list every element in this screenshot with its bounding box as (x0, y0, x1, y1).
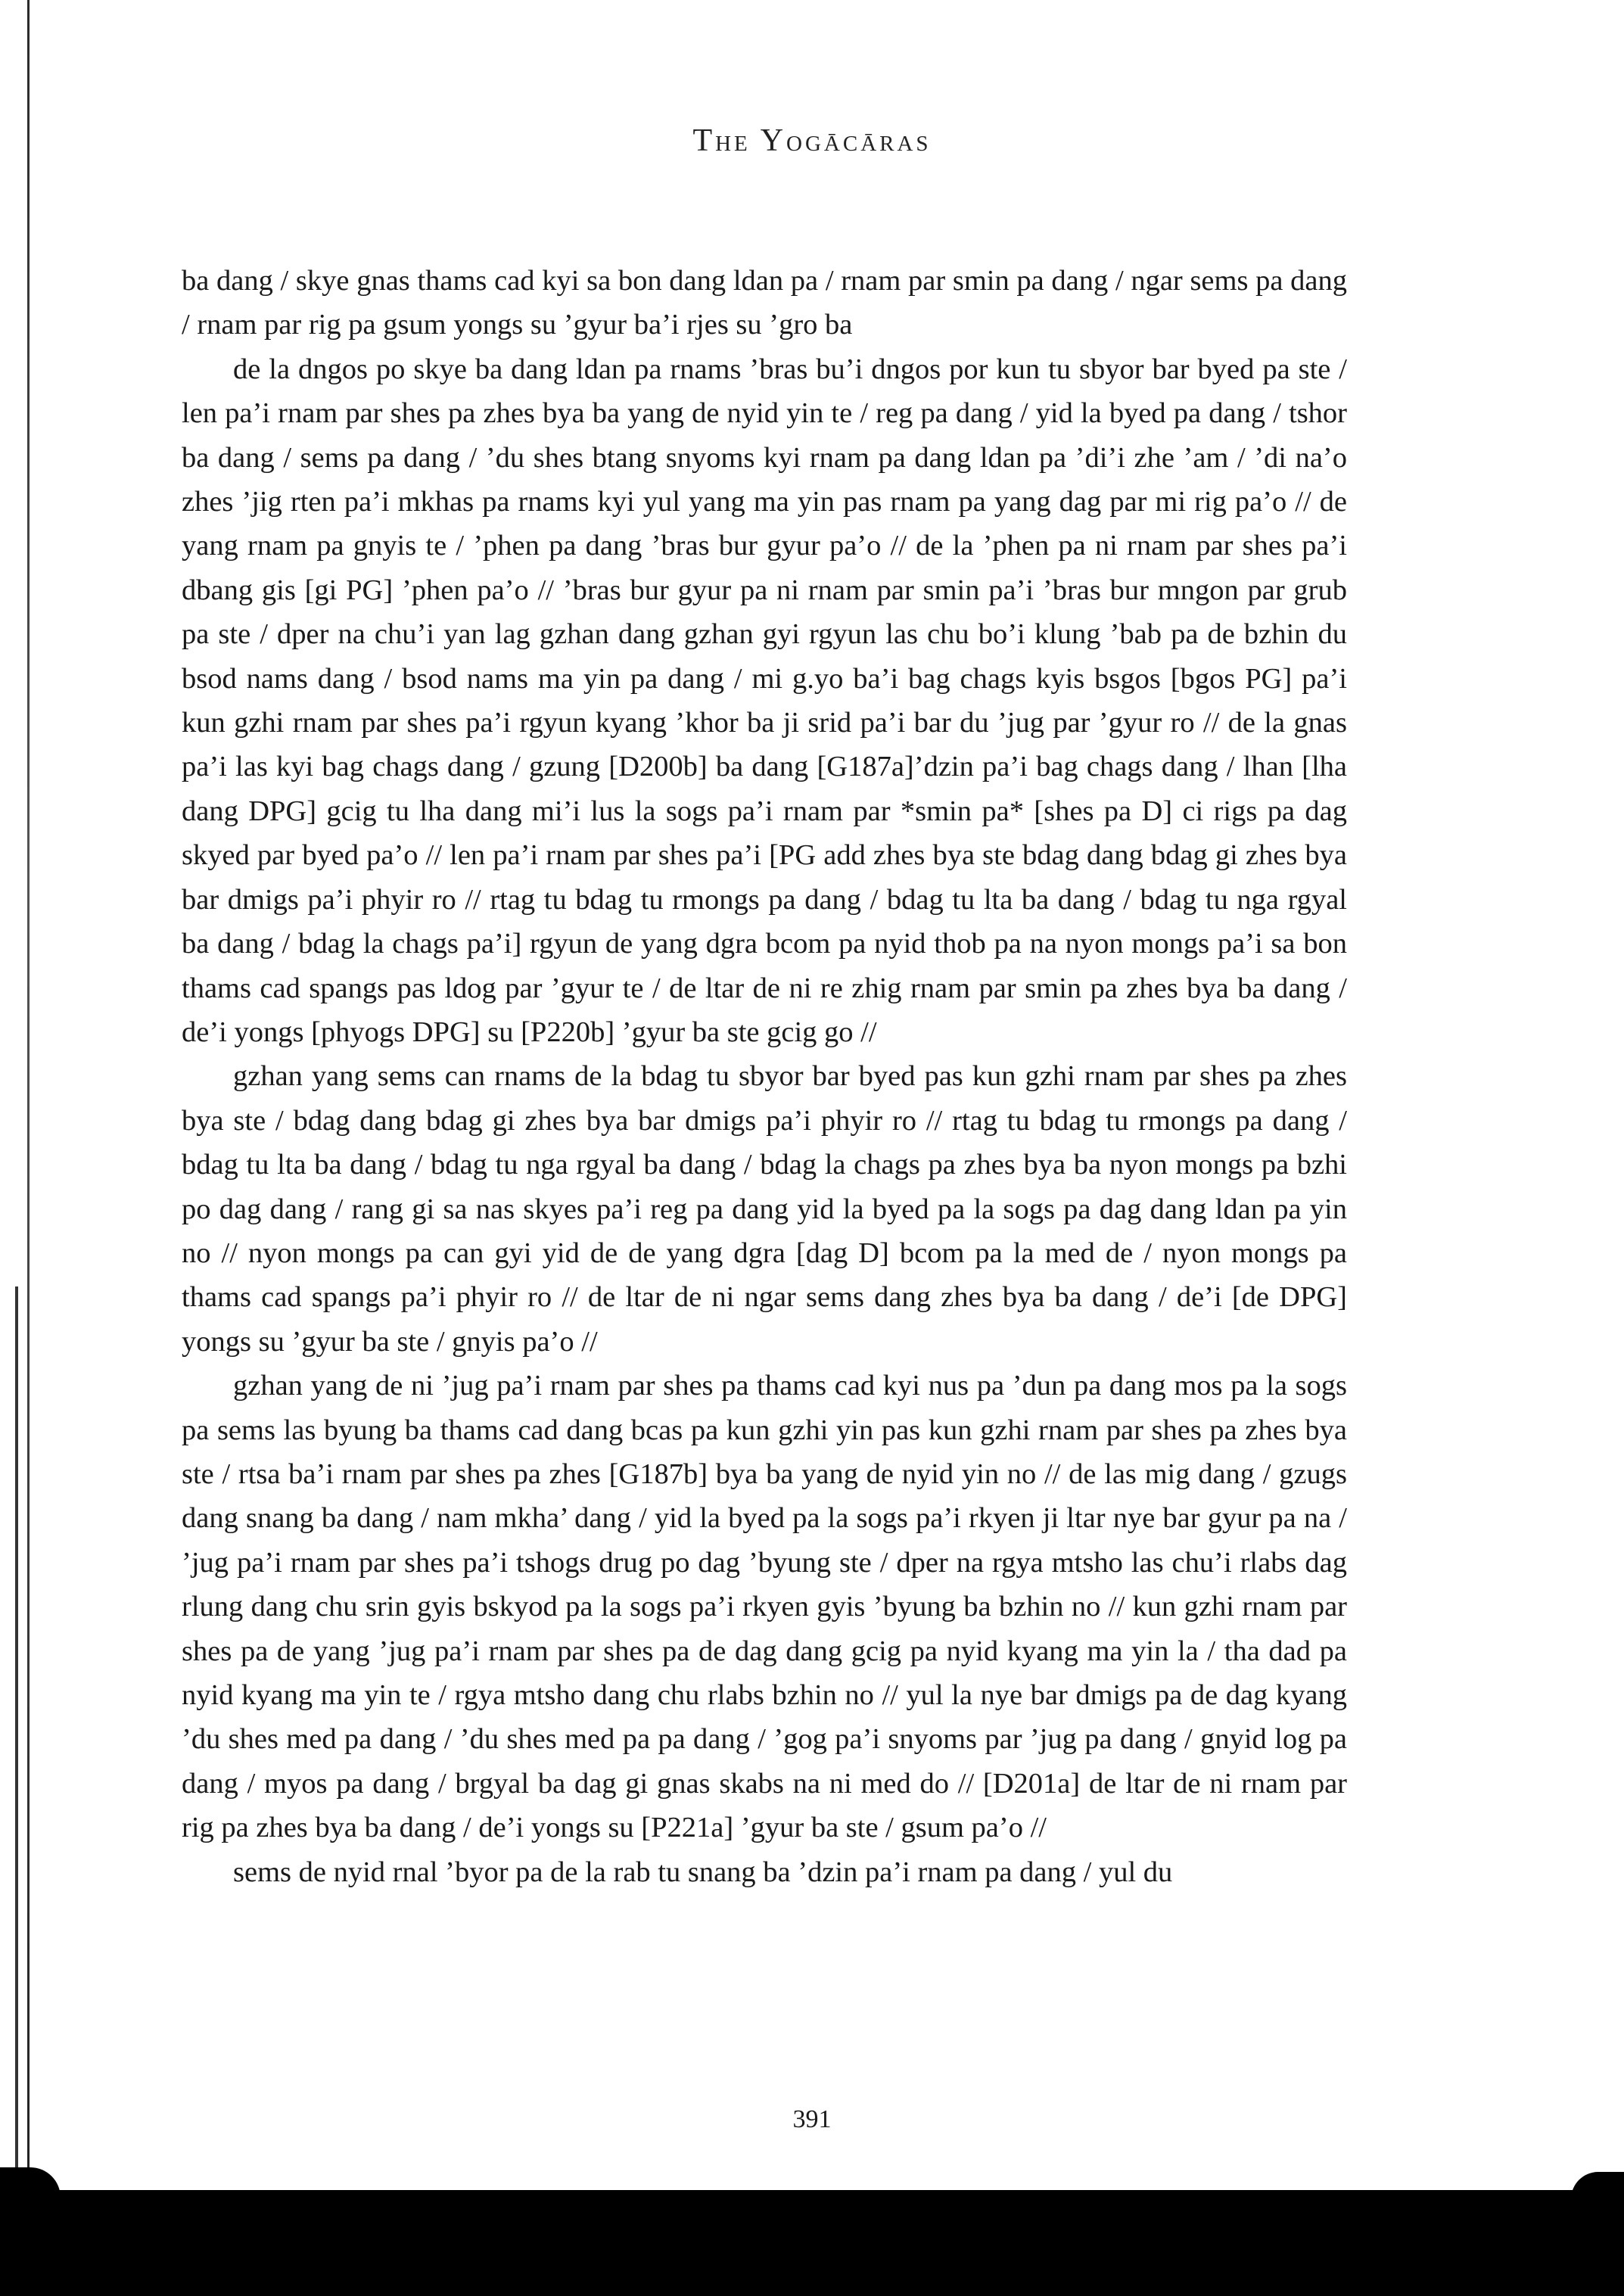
scan-edge-left (27, 0, 30, 2187)
page-number: 391 (792, 2105, 832, 2133)
paragraph-2: de la dngos po skye ba dang ldan pa rnams ’bras bu’i dngos por kun tu sbyor bar byed pa ste / len pa’i rnam par shes pa zhes bya ba yang de nyid yin te / reg pa dang / yid la byed pa dang / tshor ba dang / sems pa dang / ’du shes btang snyoms kyi rnam pa dang ldan pa ’di’i zhe ’am / ’di na’o zhes ’jig rten pa’i mkhas pa rnams kyi yul yang ma yin pas rnam pa yang dag par mi rig pa’o // de yang rnam pa gnyis te / ’phen pa dang ’bras bur gyur pa’o // de la ’phen pa ni rnam par shes pa’i dbang gis [gi PG] ’phen pa’o // ’bras bur gyur pa ni rnam par smin pa’i ’bras bur mngon par grub pa ste / dper na chu’i yan lag gzhan dang gzhan gyi rgyun las chu bo’i klung ’bab pa de bzhin du bsod nams dang / bsod nams ma yin pa dang / mi g.yo ba’i bag chags kyis bsgos [bgos PG] pa’i kun gzhi rnam par shes pa’i rgyun kyang ’khor ba ji srid pa’i bar du ’jug par ’gyur ro // de la gnas pa’i las kyi bag chags dang / gzung [D200b] ba dang [G187a]’dzin pa’i bag chags dang / lhan [lha dang DPG] gcig tu lha dang mi’i lus la sogs pa’i rnam par *smin pa* [shes pa D] ci rigs pa dag skyed par byed pa’o // len pa’i rnam par shes pa’i [PG add zhes bya ste bdag dang bdag gi zhes bya bar dmigs pa’i phyir ro // rtag tu bdag tu rmongs pa dang / bdag tu lta ba dang / bdag tu nga rgyal ba dang / bdag la chags pa’i] rgyun de yang dgra bcom pa nyid thob pa na nyon mongs pa’i sa bon thams cad spangs pas ldog par ’gyur te / de ltar de ni re zhig rnam par smin pa zhes bya ba dang / de’i yongs [phyogs DPG] su [P220b] ’gyur ba ste gcig go // (182, 353, 1347, 1048)
running-head: The Yogācāras (692, 123, 932, 158)
scan-edge-left-inner (15, 1286, 18, 2195)
paragraph-1: ba dang / skye gnas thams cad kyi sa bon dang ldan pa / rnam par smin pa dang / ngar sems pa dang / rnam par rig pa gsum yongs su ’gyur ba’i rjes su ’gro ba (182, 265, 1347, 341)
paragraph-4: gzhan yang de ni ’jug pa’i rnam par shes pa thams cad kyi nus pa ’dun pa dang mos pa la sogs pa sems las byung ba thams cad dang bcas pa kun gzhi yin pas kun gzhi rnam par shes pa zhes bya ste / rtsa ba’i rnam par shes pa zhes [G187b] bya ba yang de nyid yin no // de las mig dang / gzugs dang snang ba dang / nam mkha’ dang / yid la byed pa la sogs pa’i rkyen ji ltar nye bar gyur pa na / ’jug pa’i rnam par shes pa’i tshogs drug po dag ’byung ste / dper na rgya mtsho las chu’i rlabs dag rlung dang chu srin gyis bskyod pa la sogs pa’i rkyen gyis ’byung ba bzhin no // kun gzhi rnam par shes pa de yang ’jug pa’i rnam par shes pa de dag dang gcig pa nyid kyang ma yin la / tha dad pa nyid kyang ma yin te / rgya mtsho dang chu rlabs bzhin no // yul la nye bar dmigs pa de dag kyang ’du shes med pa dang / ’du shes med pa pa dang / ’gog pa’i snyoms par ’jug pa dang / gnyid log pa dang / myos pa dang / brgyal ba dag gi gnas skabs na ni med do // [D201a] de ltar de ni rnam par rig pa zhes bya ba dang / de’i yongs su [P221a] ’gyur ba ste / gsum pa’o // (182, 1370, 1347, 1844)
body-text (182, 259, 1347, 1894)
paragraph-5: sems de nyid rnal ’byor pa de la rab tu snang ba ’dzin pa’i rnam pa dang / yul du (233, 1856, 1173, 1888)
paragraph-3: gzhan yang sems can rnams de la bdag tu sbyor bar byed pas kun gzhi rnam par shes pa zhes bya ste / bdag dang bdag gi zhes bya bar dmigs pa’i phyir ro // rtag tu bdag tu rmongs pa dang / bdag tu lta ba dang / bdag tu nga rgyal ba dang / bdag la chags pa zhes bya ba nyon mongs pa bzhi po dag dang / rang gi sa nas skyes pa’i reg pa dang yid la byed pa la sogs pa dag dang ldan pa yin no // nyon mongs pa can gyi yid de de yang dgra [dag D] bcom pa la med de / nyon mongs pa thams cad spangs pa’i phyir ro // de ltar de ni ngar sems dang zhes bya ba dang / de’i [de DPG] yongs su ’gyur ba ste / gnyis pa’o // (182, 1060, 1347, 1358)
scan-bottom-band (0, 2190, 1624, 2296)
